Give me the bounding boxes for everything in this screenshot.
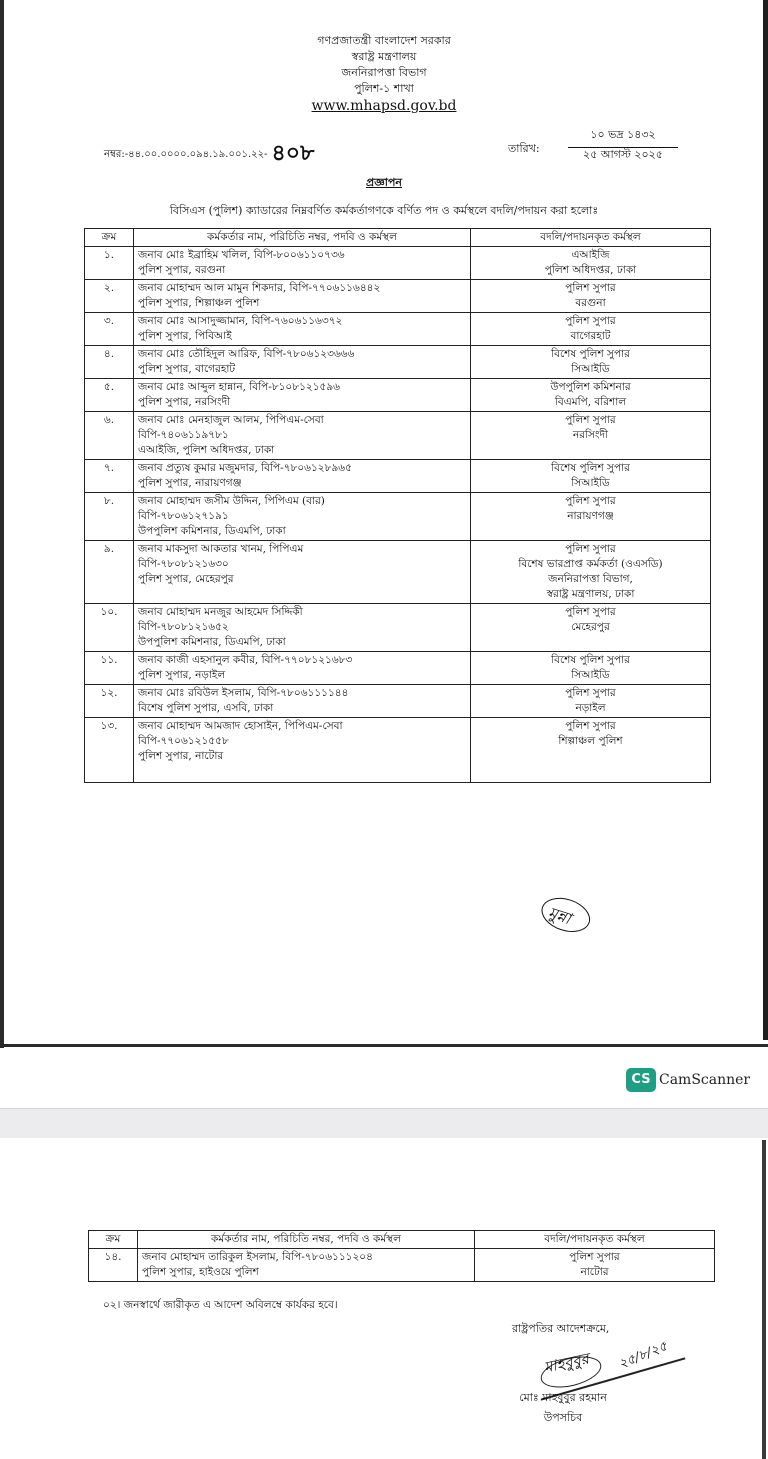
row-officer xyxy=(134,685,471,718)
posting-line: পুলিশ সুপার xyxy=(565,720,616,732)
row-posting xyxy=(471,604,711,652)
page-left-edge xyxy=(0,0,4,1048)
header-line-4: পুলিশ-১ শাখা xyxy=(354,82,414,95)
page-right-edge xyxy=(763,0,768,1040)
table-row xyxy=(89,1249,715,1282)
posting-line: পুলিশ সুপার xyxy=(569,1251,620,1263)
website-link[interactable]: www.mhapsd.gov.bd xyxy=(311,98,457,114)
officer-line: জনাব মোহাম্মদ আমজাদ হোসাইন, পিপিএম-সেবা xyxy=(138,720,343,732)
posting-line: এআইজি xyxy=(571,249,610,261)
officer-line: বিপি-৭৮০৬১২৭১৯১ xyxy=(138,510,229,522)
transfer-table-continued xyxy=(88,1230,715,1282)
officer-line: জনাব মোঃ রবিউল ইসলাম, বিপি-৭৮০৬১১১১৪৪ xyxy=(138,687,349,699)
officer-line: জনাব মোহাম্মদ আল মামুন শিকদার, বিপি-৭৭০৬১১৬৪৪২ xyxy=(138,282,381,294)
letterhead xyxy=(0,33,768,114)
posting-line: সিআইডি xyxy=(571,363,610,375)
officer-line: জনাব মোহাম্মদ মনজুর আহমেদ সিদ্দিকী xyxy=(138,606,303,618)
row-posting xyxy=(471,346,711,379)
row-posting xyxy=(471,685,711,718)
signing-officer xyxy=(508,1388,618,1428)
row-serial: ৮. xyxy=(85,493,134,541)
row-serial: ৫. xyxy=(85,379,134,412)
officer-line: জনাব প্রত্যুষ কুমার মজুমদার, বিপি-৭৮০৬১২৮৯৬৫ xyxy=(138,462,352,474)
posting-line: পুলিশ সুপার xyxy=(565,606,616,618)
posting-line: পুলিশ সুপার xyxy=(565,543,616,555)
posting-line: নড়াইল xyxy=(575,702,606,714)
row-officer xyxy=(134,460,471,493)
officer-line: জনাব মোঃ আসাদুজ্জামান, বিপি-৭৬০৬১১৬৩৭২ xyxy=(138,315,343,327)
camscanner-label: CamScanner xyxy=(659,1072,751,1088)
memo-number-text: নম্বর:-৪৪.০০.০০০০.০৯৪.১৯.০০১.২২- xyxy=(104,149,268,160)
memo-number xyxy=(104,136,314,173)
officer-line: জনাব মোঃ আব্দুল হান্নান, বিপি-৮১০৮১২১৫৯৬ xyxy=(138,381,340,393)
posting-line: বিএমপি, বরিশাল xyxy=(554,396,627,408)
row-officer xyxy=(134,412,471,460)
officer-line: পুলিশ সুপার, নড়াইল xyxy=(138,669,226,681)
posting-line: সিআইডি xyxy=(571,669,610,681)
officer-line: পুলিশ সুপার, নাটোর xyxy=(138,750,224,762)
table-row xyxy=(85,412,711,460)
officer-line: জনাব মোঃ তৌহিদুল আরিফ, বিপি-৭৮০৬১২৩৬৬৬ xyxy=(138,348,355,360)
posting-line: পুলিশ সুপার xyxy=(565,282,616,294)
posting-line: বিশেষ ভারপ্রাপ্ত কর্মকর্তা (ওএসডি) xyxy=(518,558,663,570)
signature-date: ২৫/৮/২৫ xyxy=(616,1339,670,1373)
posting-line: বিশেষ পুলিশ সুপার xyxy=(551,462,630,474)
posting-line: উপপুলিশ কমিশনার xyxy=(550,381,631,393)
officer-line: জনাব মোঃ ইব্রাহিম খলিল, বিপি-৮০০৬১১০৭৩৬ xyxy=(138,249,345,261)
col-posting: বদলি/পদায়নকৃত কর্মস্থল xyxy=(471,229,711,247)
posting-line: পুলিশ সুপার xyxy=(565,687,616,699)
page-separator-edge xyxy=(0,1108,768,1109)
officer-name: মোঃ মাহবুবুর রহমান xyxy=(519,1391,607,1404)
row-posting xyxy=(471,652,711,685)
table-row xyxy=(85,652,711,685)
notice-title: প্রজ্ঞাপন xyxy=(366,176,402,189)
officer-line: পুলিশ সুপার, পিবিআই xyxy=(138,330,232,342)
row-officer xyxy=(134,652,471,685)
officer-line: পুলিশ সুপার, শিল্পাঞ্চল পুলিশ xyxy=(138,297,260,309)
col-serial: ক্রম xyxy=(85,229,134,247)
row-officer xyxy=(138,1249,475,1282)
officer-line: বিপি-৭৮০৮১২১৬৫২ xyxy=(138,621,229,633)
officer-line: পুলিশ সুপার, বরগুনা xyxy=(138,264,226,276)
col-serial: ক্রম xyxy=(89,1231,138,1249)
col-officer: কর্মকর্তার নাম, পরিচিতি নম্বর, পদবি ও কর্মস্থল xyxy=(134,229,471,247)
posting-line: নাটোর xyxy=(580,1266,609,1278)
row-officer xyxy=(134,346,471,379)
table-row xyxy=(85,460,711,493)
header-line-1: গণপ্রজাতন্ত্রী বাংলাদেশ সরকার xyxy=(317,34,451,47)
row-posting xyxy=(471,718,711,783)
row-serial: ৩. xyxy=(85,313,134,346)
table-row xyxy=(85,493,711,541)
camscanner-watermark xyxy=(626,1068,750,1092)
row-posting xyxy=(471,493,711,541)
officer-line: বিপি-৭৪০৬১১৯৭৮১ xyxy=(138,429,229,441)
table-row xyxy=(85,685,711,718)
date-bangla: ১০ ভদ্র ১৪৩২ xyxy=(568,126,678,148)
row-officer xyxy=(134,604,471,652)
signature-name: মাহবুবুর xyxy=(542,1349,591,1377)
row-posting xyxy=(471,379,711,412)
table-row xyxy=(85,718,711,783)
posting-line: মেহেরপুর xyxy=(571,621,610,633)
initial-signature xyxy=(544,900,574,933)
page-right-edge xyxy=(762,1140,766,1459)
row-serial: ৬. xyxy=(85,412,134,460)
posting-line: বাগেরহাট xyxy=(570,330,611,342)
officer-line: জনাব মোহাম্মদ তারিকুল ইসলাম, বিপি-৭৮০৬১১১২০৪ xyxy=(142,1251,373,1263)
posting-line: বিশেষ পুলিশ সুপার xyxy=(551,348,630,360)
row-serial: ১. xyxy=(85,247,134,280)
row-serial: ৭. xyxy=(85,460,134,493)
memo-handwritten-number: ৪০৮ xyxy=(271,141,315,166)
posting-line: জননিরাপত্তা বিভাগ, xyxy=(548,573,633,585)
officer-designation: উপসচিব xyxy=(543,1411,583,1424)
posting-line: পুলিশ সুপার xyxy=(565,315,616,327)
row-officer xyxy=(134,379,471,412)
officer-line: বিশেষ পুলিশ সুপার, এসবি, ঢাকা xyxy=(138,702,274,714)
officer-line: পুলিশ সুপার, নারায়ণগঞ্জ xyxy=(138,477,242,489)
officer-line: পুলিশ সুপার, নরসিংদী xyxy=(138,396,231,408)
row-officer xyxy=(134,247,471,280)
table-row xyxy=(85,346,711,379)
page-bottom-edge xyxy=(0,1044,768,1047)
row-posting xyxy=(471,313,711,346)
table-row xyxy=(85,541,711,604)
row-serial: ৪. xyxy=(85,346,134,379)
officer-line: জনাব মোঃ মেনহাজুল আলম, পিপিএম-সেবা xyxy=(138,414,324,426)
date-english: ২৫ আগস্ট ২০২৫ xyxy=(583,148,663,161)
row-posting xyxy=(475,1249,715,1282)
table-row xyxy=(85,379,711,412)
posting-line: নারায়ণগঞ্জ xyxy=(567,510,614,522)
date-label: তারিখ: xyxy=(508,142,540,155)
header-line-3: জননিরাপত্তা বিভাগ xyxy=(341,66,427,79)
officer-line: জনাব মোহাম্মদ জসীম উদ্দিন, পিপিএম (বার) xyxy=(138,495,325,507)
initial-signature-loop xyxy=(537,892,594,938)
table-row xyxy=(85,247,711,280)
col-officer: কর্মকর্তার নাম, পরিচিতি নম্বর, পদবি ও কর্মস্থল xyxy=(138,1231,475,1249)
table-row xyxy=(85,313,711,346)
row-serial: ১৪. xyxy=(89,1249,138,1282)
table-header-row xyxy=(85,229,711,247)
clause-02: ০২। জনস্বার্থে জারীকৃত এ আদেশ অবিলম্বে কার্যকর হবে। xyxy=(103,1299,338,1311)
row-officer xyxy=(134,313,471,346)
camscanner-logo-icon: CS xyxy=(626,1068,656,1092)
row-serial: ১০. xyxy=(85,604,134,652)
closing-line: রাষ্ট্রপতির আদেশক্রমে, xyxy=(512,1322,610,1335)
posting-line: শিল্পাঞ্চল পুলিশ xyxy=(558,735,623,747)
officer-line: বিপি-৭৮০৮১২১৬৩০ xyxy=(138,558,229,570)
col-posting: বদলি/পদায়নকৃত কর্মস্থল xyxy=(475,1231,715,1249)
row-officer xyxy=(134,493,471,541)
posting-line: বরগুনা xyxy=(575,297,606,309)
table-row xyxy=(85,280,711,313)
row-posting xyxy=(471,412,711,460)
initial-signature-text: মুন্না xyxy=(545,903,574,929)
row-officer xyxy=(134,280,471,313)
row-officer xyxy=(134,541,471,604)
posting-line: সিআইডি xyxy=(571,477,610,489)
table-header-row xyxy=(89,1231,715,1249)
officer-line: উপপুলিশ কমিশনার, ডিএমপি, ঢাকা xyxy=(138,525,286,537)
transfer-table xyxy=(84,228,711,783)
table-row xyxy=(85,604,711,652)
officer-line: বিপি-৭৭০৬১২১৫৫৮ xyxy=(138,735,229,747)
posting-line: স্বরাষ্ট্র মন্ত্রণালয়, ঢাকা xyxy=(546,588,635,600)
officer-line: জনাব কাজী এহসানুল কবীর, বিপি-৭৭০৮১২১৬৮৩ xyxy=(138,654,353,666)
officer-line: পুলিশ সুপার, বাগেরহাট xyxy=(138,363,236,375)
row-officer xyxy=(134,718,471,783)
officer-line: এআইজি, পুলিশ অধিদপ্তর, ঢাকা xyxy=(138,444,275,456)
row-posting xyxy=(471,280,711,313)
row-posting xyxy=(471,460,711,493)
row-serial: ১১. xyxy=(85,652,134,685)
page-separator xyxy=(0,1108,768,1138)
officer-line: জনাব মাকসুদা আকতার খানম, পিপিএম xyxy=(138,543,304,555)
officer-line: পুলিশ সুপার, হাইওয়ে পুলিশ xyxy=(142,1266,259,1278)
officer-line: উপপুলিশ কমিশনার, ডিএমপি, ঢাকা xyxy=(138,636,286,648)
row-posting xyxy=(471,541,711,604)
posting-line: পুলিশ অধিদপ্তর, ঢাকা xyxy=(544,264,637,276)
posting-line: নরসিংদী xyxy=(572,429,609,441)
officer-line: পুলিশ সুপার, মেহেরপুর xyxy=(138,573,234,585)
header-line-2: স্বরাষ্ট্র মন্ত্রণালয় xyxy=(351,50,417,63)
row-serial: ৯. xyxy=(85,541,134,604)
row-serial: ১২. xyxy=(85,685,134,718)
row-serial: ২. xyxy=(85,280,134,313)
posting-line: বিশেষ পুলিশ সুপার xyxy=(551,654,630,666)
posting-line: পুলিশ সুপার xyxy=(565,414,616,426)
row-posting xyxy=(471,247,711,280)
notice-intro: বিসিএস (পুলিশ) ক্যাডারের নিম্নবর্ণিত কর্মকর্তাগণকে বর্ণিত পদ ও কর্মস্থলে বদলি/পদায়ন করা হলোঃ xyxy=(169,204,599,217)
posting-line: পুলিশ সুপার xyxy=(565,495,616,507)
row-serial: ১৩. xyxy=(85,718,134,783)
